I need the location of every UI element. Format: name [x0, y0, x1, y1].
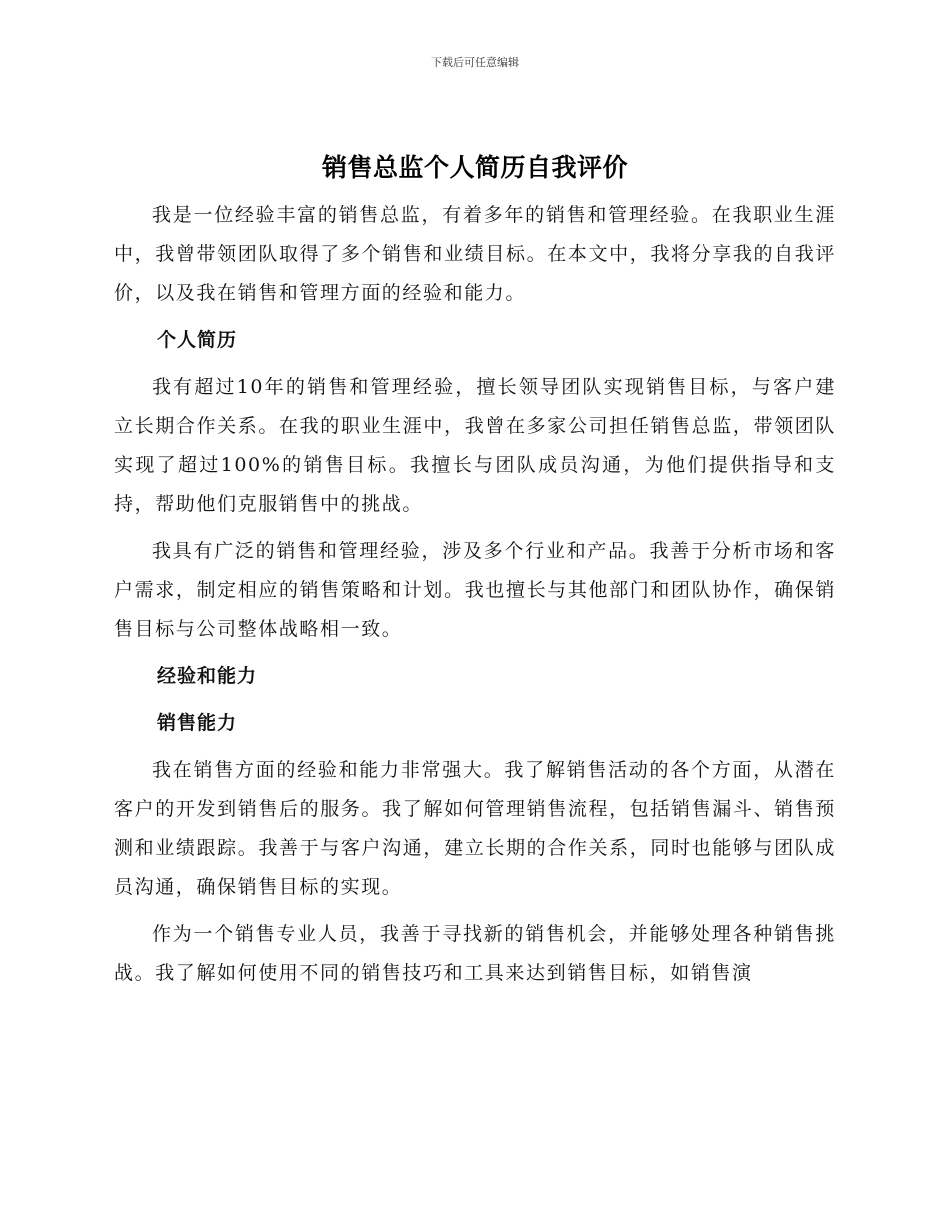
intro-paragraph: 我是一位经验丰富的销售总监，有着多年的销售和管理经验。在我职业生涯中，我曾带领团队取得了多个销售和业绩目标。在本文中，我将分享我的自我评价，以及我在销售和管理方面的经验和能力。	[114, 204, 836, 304]
page-title: 销售总监个人简历自我评价	[321, 153, 628, 182]
section-heading-experience: 经验和能力	[157, 665, 258, 687]
sales-ability-paragraph-2: 作为一个销售专业人员，我善于寻找新的销售机会，并能够处理各种销售挑战。我了解如何使用不同的销售技巧和工具来达到销售目标，如销售演	[114, 923, 836, 984]
sales-ability-paragraph-1: 我在销售方面的经验和能力非常强大。我了解销售活动的各个方面，从潜在客户的开发到销售后的服务。我了解如何管理销售流程，包括销售漏斗、销售预测和业绩跟踪。我善于与客户沟通，建立长期的合作关系，同时也能够与团队成员沟通，确保销售目标的实现。	[114, 759, 836, 898]
subsection-heading-sales-ability: 销售能力	[157, 712, 238, 734]
document-body	[114, 196, 836, 993]
section-heading-resume: 个人简历	[157, 329, 238, 351]
resume-paragraph-2: 我具有广泛的销售和管理经验，涉及多个行业和产品。我善于分析市场和客户需求，制定相应的销售策略和计划。我也擅长与其他部门和团队协作，确保销售目标与公司整体战略相一致。	[114, 540, 836, 640]
resume-paragraph-1: 我有超过10年的销售和管理经验，擅长领导团队实现销售目标，与客户建立长期合作关系。在我的职业生涯中，我曾在多家公司担任销售总监，带领团队实现了超过100%的销售目标。我擅长与团队成员沟通，为他们提供指导和支持，帮助他们克服销售中的挑战。	[114, 376, 836, 515]
header-note: 下载后可任意编辑	[431, 56, 519, 69]
